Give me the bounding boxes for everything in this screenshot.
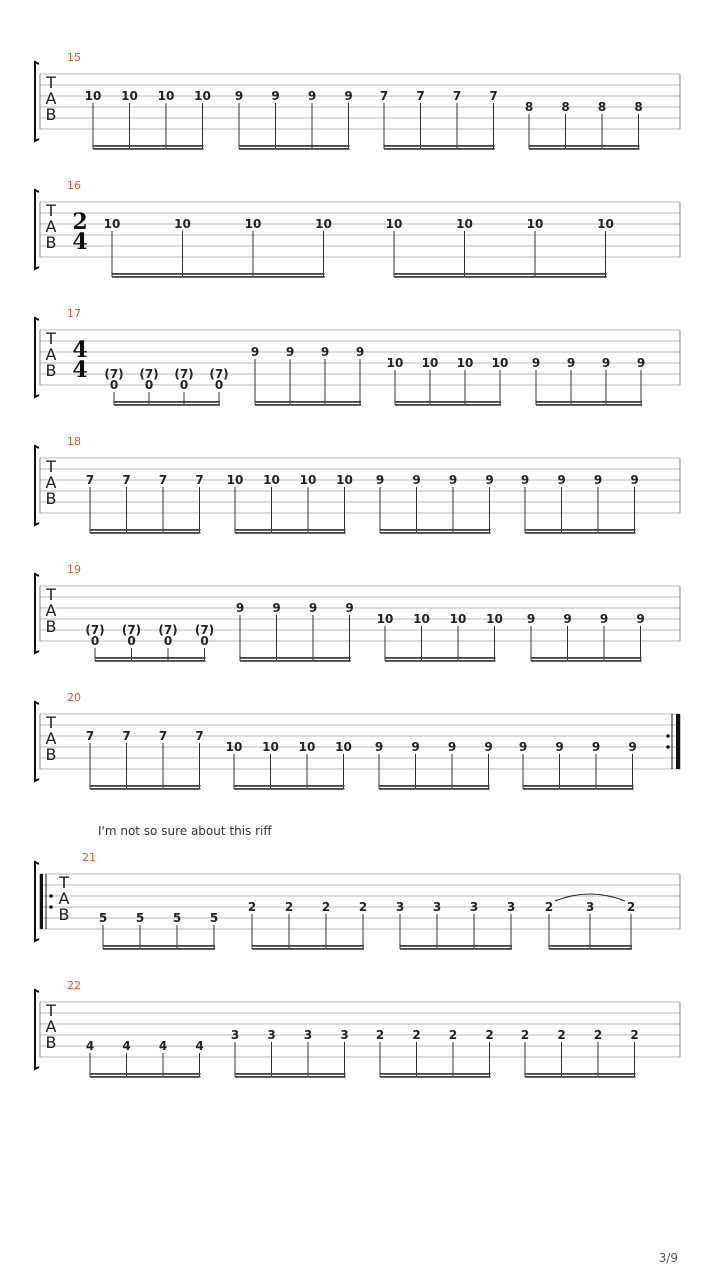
- tab-clef-letter: B: [45, 361, 57, 380]
- beam: [95, 657, 206, 659]
- fret-number: 9: [531, 356, 541, 370]
- repeat-dot: [666, 734, 670, 738]
- fret-number: 7: [158, 473, 168, 487]
- fret-number: 2: [630, 1028, 639, 1042]
- tab-clef-letter: B: [58, 905, 70, 924]
- fret-number: 0: [214, 378, 224, 392]
- time-signature-top: 2: [72, 209, 88, 235]
- system-bracket: [35, 702, 39, 781]
- fret-number: 10: [299, 473, 317, 487]
- fret-number: 7: [122, 473, 131, 487]
- beam: [525, 529, 636, 531]
- fret-number: 9: [591, 740, 601, 754]
- fret-number: 9: [636, 356, 646, 370]
- fret-number: 0: [109, 378, 119, 392]
- fret-number: 10: [413, 612, 430, 626]
- beam: [235, 529, 346, 531]
- fret-number: 2: [412, 1028, 421, 1042]
- measure-number: 17: [67, 307, 81, 320]
- beam: [90, 785, 201, 787]
- beam: [384, 145, 495, 147]
- tab-system: [35, 851, 680, 950]
- fret-number: 2: [557, 1028, 566, 1042]
- fret-number: (7): [194, 623, 215, 637]
- fret-number: 10: [449, 612, 467, 626]
- repeat-dot: [49, 894, 53, 898]
- fret-number: 4: [122, 1039, 131, 1053]
- time-signature-bottom: 4: [72, 357, 88, 383]
- fret-number: 10: [262, 740, 279, 754]
- tab-clef-letter: A: [45, 473, 57, 492]
- fret-number: 5: [172, 911, 182, 925]
- fret-number: 10: [174, 217, 191, 231]
- beam: [93, 148, 204, 150]
- beam: [252, 948, 364, 950]
- fret-number: (7): [158, 623, 178, 637]
- fret-number: 10: [526, 217, 544, 231]
- beam: [400, 945, 512, 947]
- repeat-dot: [49, 905, 53, 909]
- tab-clef-letter: T: [46, 1001, 56, 1020]
- fret-number: 9: [235, 601, 245, 615]
- beam: [255, 404, 361, 406]
- tab-system: [35, 307, 680, 406]
- tab-clef-letter: B: [45, 1033, 57, 1052]
- fret-number: 10: [263, 473, 280, 487]
- fret-number: 10: [491, 356, 509, 370]
- beam: [536, 404, 642, 406]
- beam: [529, 145, 640, 147]
- fret-number: 9: [345, 601, 354, 615]
- fret-number: 7: [452, 89, 462, 103]
- fret-number: 5: [98, 911, 108, 925]
- measure-number: 18: [67, 435, 81, 448]
- measure-number: 20: [67, 691, 81, 704]
- beam: [112, 276, 325, 278]
- fret-number: 9: [518, 740, 528, 754]
- systems-layer: [35, 51, 680, 1078]
- beam: [380, 532, 491, 534]
- beam: [93, 145, 204, 147]
- beam: [114, 404, 220, 406]
- tab-system: [35, 435, 680, 534]
- beam: [379, 788, 490, 790]
- beam: [234, 785, 345, 787]
- fret-number: 9: [375, 473, 385, 487]
- beam: [255, 401, 361, 403]
- fret-number: 9: [320, 345, 330, 359]
- fret-number: 3: [267, 1028, 276, 1042]
- beam: [525, 532, 636, 534]
- tab-system: [35, 51, 680, 150]
- fret-number: 10: [84, 89, 102, 103]
- beam: [385, 657, 496, 659]
- beam: [394, 276, 607, 278]
- fret-number: 9: [630, 473, 639, 487]
- beam: [395, 404, 501, 406]
- fret-number: 8: [524, 100, 534, 114]
- fret-number: 10: [121, 89, 138, 103]
- fret-number: 7: [416, 89, 425, 103]
- beam: [239, 145, 350, 147]
- measure-number: 19: [67, 563, 81, 576]
- fret-number: 2: [485, 1028, 494, 1042]
- fret-number: 3: [506, 900, 516, 914]
- time-signature-top: 4: [72, 337, 88, 363]
- fret-number: (7): [85, 623, 105, 637]
- fret-number: 9: [563, 612, 572, 626]
- fret-number: (7): [104, 367, 124, 381]
- fret-number: 9: [636, 612, 645, 626]
- fret-number: 0: [90, 634, 100, 648]
- system-bracket: [35, 318, 39, 397]
- fret-number: 10: [103, 217, 121, 231]
- beam: [395, 401, 501, 403]
- fret-number: 7: [379, 89, 389, 103]
- beam: [235, 1076, 346, 1078]
- tab-clef-letter: T: [59, 873, 69, 892]
- beam: [531, 657, 642, 659]
- fret-number: 9: [520, 473, 530, 487]
- fret-number: 2: [358, 900, 368, 914]
- beam: [240, 657, 351, 659]
- tab-clef-letter: T: [46, 457, 56, 476]
- beam: [240, 660, 351, 662]
- tab-clef-letter: B: [45, 233, 57, 252]
- fret-number: 2: [321, 900, 331, 914]
- riff-annotation: I'm not so sure about this riff: [98, 824, 272, 838]
- fret-number: 9: [250, 345, 260, 359]
- tab-clef-letter: A: [45, 345, 57, 364]
- beam: [536, 401, 642, 403]
- beam: [379, 785, 490, 787]
- fret-number: 10: [385, 217, 403, 231]
- tab-system: [35, 179, 680, 278]
- tab-clef-letter: T: [46, 73, 56, 92]
- beam: [103, 945, 215, 947]
- beam: [90, 1076, 201, 1078]
- fret-number: 7: [158, 729, 168, 743]
- fret-number: 0: [179, 378, 189, 392]
- measure-number: 21: [82, 851, 96, 864]
- fret-number: 10: [456, 356, 474, 370]
- beam: [114, 401, 220, 403]
- fret-number: 8: [561, 100, 570, 114]
- beam: [380, 1073, 491, 1075]
- beam: [400, 948, 512, 950]
- beam: [235, 1073, 346, 1075]
- measure-number: 16: [67, 179, 81, 192]
- fret-number: 9: [412, 473, 421, 487]
- tab-clef-letter: A: [45, 1017, 57, 1036]
- fret-number: 9: [448, 473, 458, 487]
- fret-number: 10: [225, 740, 243, 754]
- beam: [385, 660, 496, 662]
- repeat-dot: [666, 745, 670, 749]
- fret-number: 9: [628, 740, 637, 754]
- fret-number: 9: [555, 740, 564, 754]
- tab-system: [35, 691, 680, 790]
- fret-number: 9: [599, 612, 609, 626]
- tab-clef-letter: T: [46, 201, 56, 220]
- beam: [90, 788, 201, 790]
- fret-number: 9: [272, 601, 281, 615]
- fret-number: 3: [340, 1028, 349, 1042]
- beam: [112, 273, 325, 275]
- fret-number: 7: [195, 729, 204, 743]
- fret-number: 9: [234, 89, 244, 103]
- beam: [523, 785, 634, 787]
- beam: [384, 148, 495, 150]
- system-bracket: [35, 446, 39, 525]
- beam: [103, 948, 215, 950]
- beam: [90, 529, 201, 531]
- beam: [523, 788, 634, 790]
- fret-number: 3: [303, 1028, 313, 1042]
- system-bracket: [35, 574, 39, 653]
- fret-number: 9: [601, 356, 611, 370]
- fret-number: 0: [163, 634, 173, 648]
- fret-number: (7): [121, 623, 142, 637]
- system-bracket: [35, 990, 39, 1069]
- tab-clef-letter: B: [45, 105, 57, 124]
- fret-number: 0: [200, 634, 209, 648]
- fret-number: 3: [585, 900, 595, 914]
- fret-number: 9: [374, 740, 384, 754]
- beam: [252, 945, 364, 947]
- fret-number: 10: [456, 217, 473, 231]
- tab-clef-letter: A: [45, 217, 57, 236]
- beam: [90, 532, 201, 534]
- fret-number: 2: [375, 1028, 385, 1042]
- fret-number: 9: [271, 89, 280, 103]
- beam: [549, 948, 632, 950]
- beam: [394, 273, 607, 275]
- fret-number: 9: [307, 89, 317, 103]
- beam: [525, 1073, 636, 1075]
- fret-number: 10: [157, 89, 175, 103]
- fret-number: 2: [520, 1028, 530, 1042]
- fret-number: 2: [247, 900, 257, 914]
- fret-number: 4: [85, 1039, 95, 1053]
- fret-number: 10: [386, 356, 404, 370]
- tab-clef-letter: A: [45, 89, 57, 108]
- fret-number: 3: [395, 900, 405, 914]
- fret-number: 9: [566, 356, 576, 370]
- fret-number: 10: [226, 473, 244, 487]
- fret-number: 10: [315, 217, 332, 231]
- tab-system: [35, 979, 680, 1078]
- fret-number: 10: [376, 612, 394, 626]
- fret-number: 9: [447, 740, 457, 754]
- fret-number: 2: [626, 900, 636, 914]
- fret-number: 8: [597, 100, 607, 114]
- fret-number: 10: [335, 740, 352, 754]
- tab-system: [35, 563, 680, 662]
- fret-number: 3: [432, 900, 442, 914]
- fret-number: 7: [85, 729, 95, 743]
- tab-clef-letter: A: [58, 889, 70, 908]
- fret-number: 10: [486, 612, 503, 626]
- fret-number: 7: [122, 729, 131, 743]
- beam: [380, 1076, 491, 1078]
- tab-clef-letter: A: [45, 729, 57, 748]
- fret-number: (7): [174, 367, 194, 381]
- beam: [234, 788, 345, 790]
- fret-number: 4: [158, 1039, 168, 1053]
- fret-number: 9: [344, 89, 353, 103]
- fret-number: (7): [139, 367, 159, 381]
- fret-number: 0: [144, 378, 154, 392]
- fret-number: 7: [489, 89, 498, 103]
- tab-clef-letter: B: [45, 745, 57, 764]
- fret-number: 2: [544, 900, 554, 914]
- fret-number: 5: [135, 911, 145, 925]
- fret-number: 9: [485, 473, 494, 487]
- measure-number: 15: [67, 51, 81, 64]
- beam: [239, 148, 350, 150]
- repeat-end-thick-bar: [676, 714, 680, 769]
- beam: [90, 1073, 201, 1075]
- tab-clef-letter: T: [46, 713, 56, 732]
- fret-number: 3: [469, 900, 479, 914]
- tab-clef-letter: B: [45, 617, 57, 636]
- fret-number: 3: [230, 1028, 240, 1042]
- measure-number: 22: [67, 979, 81, 992]
- fret-number: 9: [593, 473, 603, 487]
- fret-number: 9: [308, 601, 318, 615]
- fret-number: 10: [244, 217, 262, 231]
- fret-number: 10: [298, 740, 316, 754]
- beam: [525, 1076, 636, 1078]
- time-signature-bottom: 4: [72, 229, 88, 255]
- page-number: 3/9: [658, 1251, 678, 1265]
- fret-number: 9: [355, 345, 365, 359]
- fret-number: (7): [209, 367, 229, 381]
- beam: [380, 529, 491, 531]
- fret-number: 9: [526, 612, 536, 626]
- fret-number: 10: [336, 473, 353, 487]
- fret-number: 10: [194, 89, 211, 103]
- fret-number: 7: [195, 473, 204, 487]
- fret-number: 9: [411, 740, 420, 754]
- system-bracket: [35, 190, 39, 269]
- fret-number: 5: [209, 911, 219, 925]
- fret-number: 9: [285, 345, 295, 359]
- fret-number: 0: [127, 634, 136, 648]
- fret-number: 7: [85, 473, 95, 487]
- fret-number: 10: [421, 356, 439, 370]
- system-bracket: [35, 62, 39, 141]
- beam: [95, 660, 206, 662]
- tab-clef-letter: T: [46, 329, 56, 348]
- system-bracket: [35, 862, 39, 941]
- beam: [549, 945, 632, 947]
- tab-clef-letter: A: [45, 601, 57, 620]
- fret-number: 9: [484, 740, 493, 754]
- fret-number: 9: [557, 473, 566, 487]
- fret-number: 2: [448, 1028, 458, 1042]
- beam: [531, 660, 642, 662]
- tab-clef-letter: T: [46, 585, 56, 604]
- beam: [529, 148, 640, 150]
- tab-clef-letter: B: [45, 489, 57, 508]
- fret-number: 2: [284, 900, 294, 914]
- beam: [235, 532, 346, 534]
- fret-number: 8: [634, 100, 643, 114]
- fret-number: 4: [195, 1039, 204, 1053]
- repeat-start-thick-bar: [40, 874, 43, 929]
- fret-number: 2: [593, 1028, 603, 1042]
- fret-number: 10: [597, 217, 614, 231]
